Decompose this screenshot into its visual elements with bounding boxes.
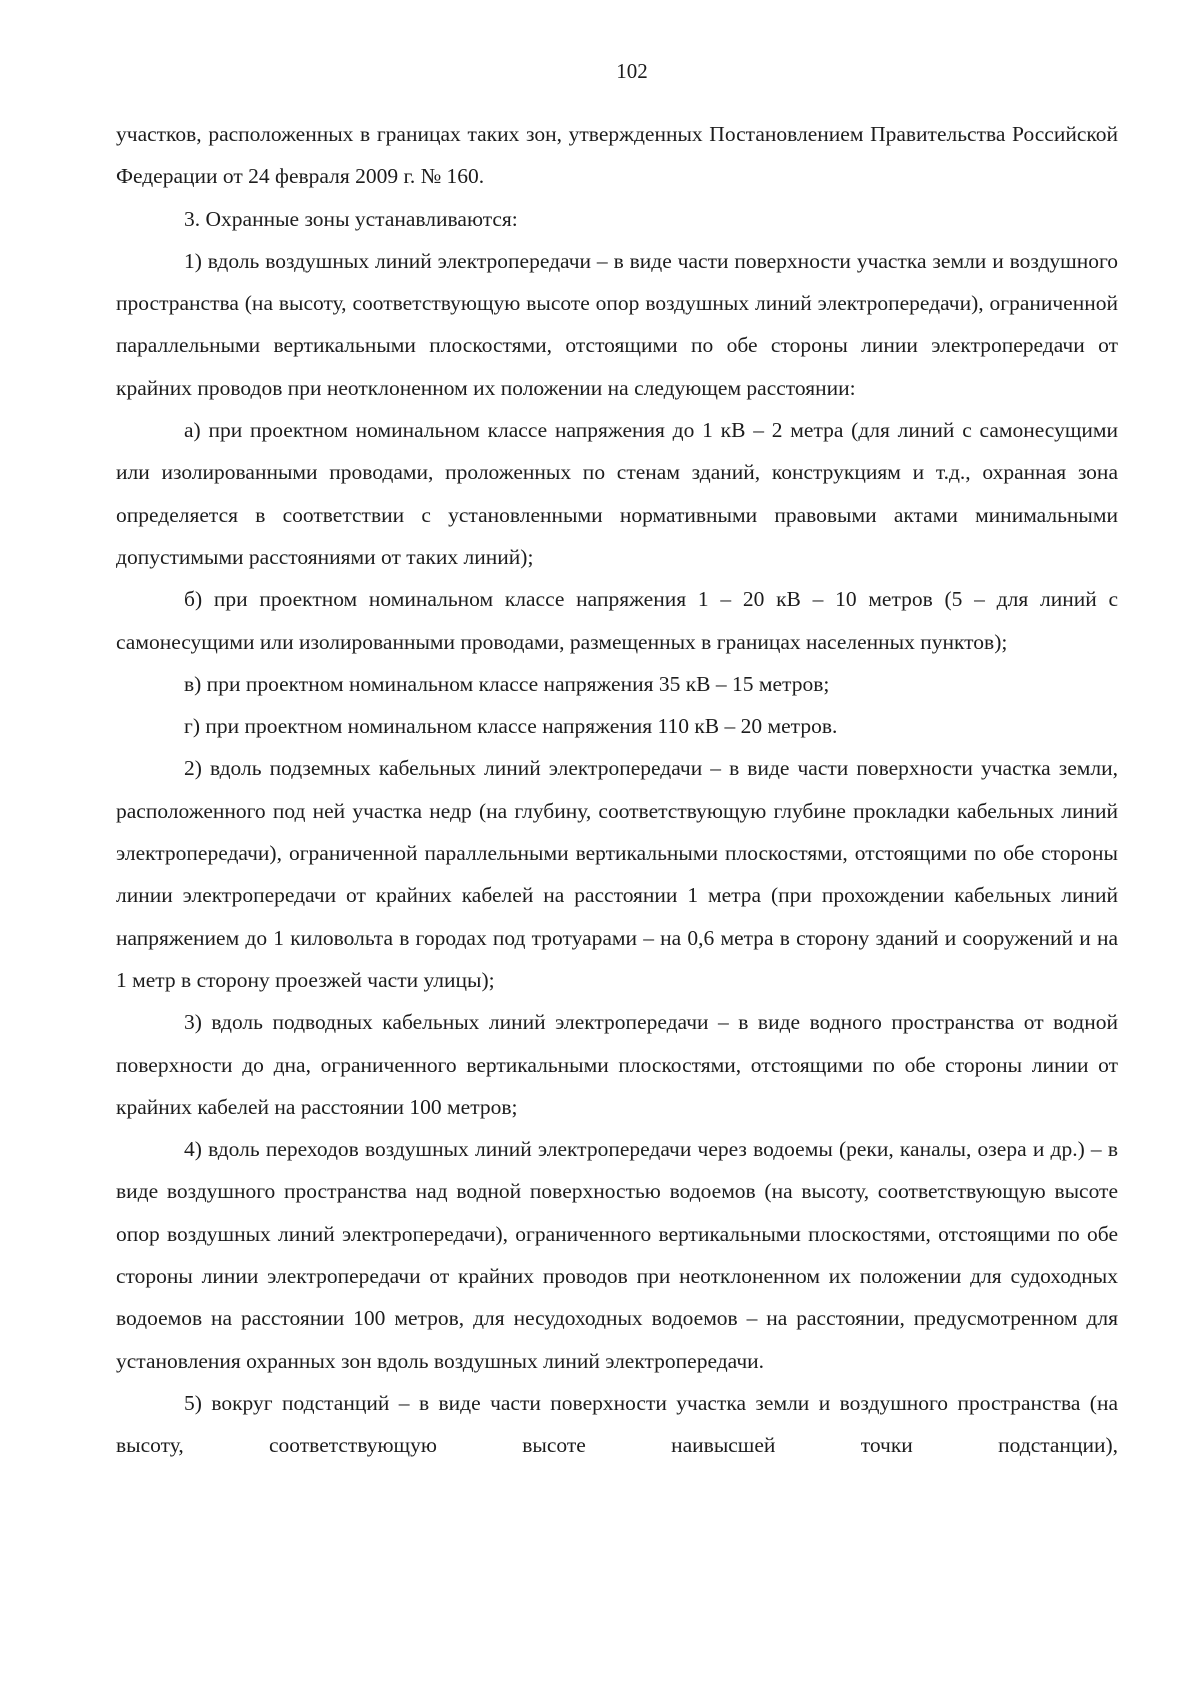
document-body [116,113,1118,1467]
paragraph-clause-3: 3. Охранные зоны устанавливаются: [184,206,518,231]
paragraph-item-1b: б) при проектном номинальном классе напряжения 1 – 20 кВ – 10 метров (5 – для линий с самонесущими или изолированными проводами, размещенных в границах населенных пунктов); [116,587,1118,654]
page-number: 102 [616,59,648,83]
paragraph-item-1g: г) при проектном номинальном классе напряжения 110 кВ – 20 метров. [184,714,838,739]
paragraph-item-4: 4) вдоль переходов воздушных линий электропередачи через водоемы (реки, каналы, озера и др.) – в виде воздушного пространства над водной поверхностью водоемов (на высоту, соответствующую высоте опор воздушных линий электропередачи), ограниченного вертикальными плоскостями, отстоящими по обе стороны линии электропередачи от крайних проводов при неотклоненном их положении для судоходных водоемов на расстоянии 100 метров, для несудоходных водоемов – на расстоянии, предусмотренном для установления охранных зон вдоль воздушных линий электропередачи. [116,1137,1118,1373]
paragraph-item-1: 1) вдоль воздушных линий электропередачи – в виде части поверхности участка земли и воздушного пространства (на высоту, соответствующую высоте опор воздушных линий электропередачи), ограниченной параллельными вертикальными плоскостями, отстоящими по обе стороны линии электропередачи от крайних проводов при неотклоненном их положении на следующем расстоянии: [116,248,1118,400]
paragraph-item-1v: в) при проектном номинальном классе напряжения 35 кВ – 15 метров; [184,671,830,696]
paragraph-item-2: 2) вдоль подземных кабельных линий электропередачи – в виде части поверхности участка земли, расположенного под ней участка недр (на глубину, соответствующую глубине прокладки кабельных линий электропередачи), ограниченной параллельными вертикальными плоскостями, отстоящими по обе стороны линии электропередачи от крайних кабелей на расстоянии 1 метра (при прохождении кабельных линий напряжением до 1 киловольта в городах под тротуарами – на 0,6 метра в сторону зданий и сооружений и на 1 метр в сторону проезжей части улицы); [116,756,1118,992]
paragraph-item-1a: а) при проектном номинальном классе напряжения до 1 кВ – 2 метра (для линий с самонесущими или изолированными проводами, проложенных по стенам зданий, конструкциям и т.д., охранная зона определяется в соответствии с установленными нормативными правовыми актами минимальными допустимыми расстояниями от таких линий); [116,418,1118,569]
paragraph-item-3: 3) вдоль подводных кабельных линий электропередачи – в виде водного пространства от водной поверхности до дна, ограниченного вертикальными плоскостями, отстоящими по обе стороны линии от крайних кабелей на расстоянии 100 метров; [116,1010,1118,1119]
paragraph-item-5: 5) вокруг подстанций – в виде части поверхности участка земли и воздушного пространства (на высоту, соответствующую высоте наивысшей точки подстанции), [116,1390,1118,1458]
paragraph-continuation: участков, расположенных в границах таких зон, утвержденных Постановлением Правительства Российской Федерации от 24 февраля 2009 г. № 160. [116,122,1118,189]
